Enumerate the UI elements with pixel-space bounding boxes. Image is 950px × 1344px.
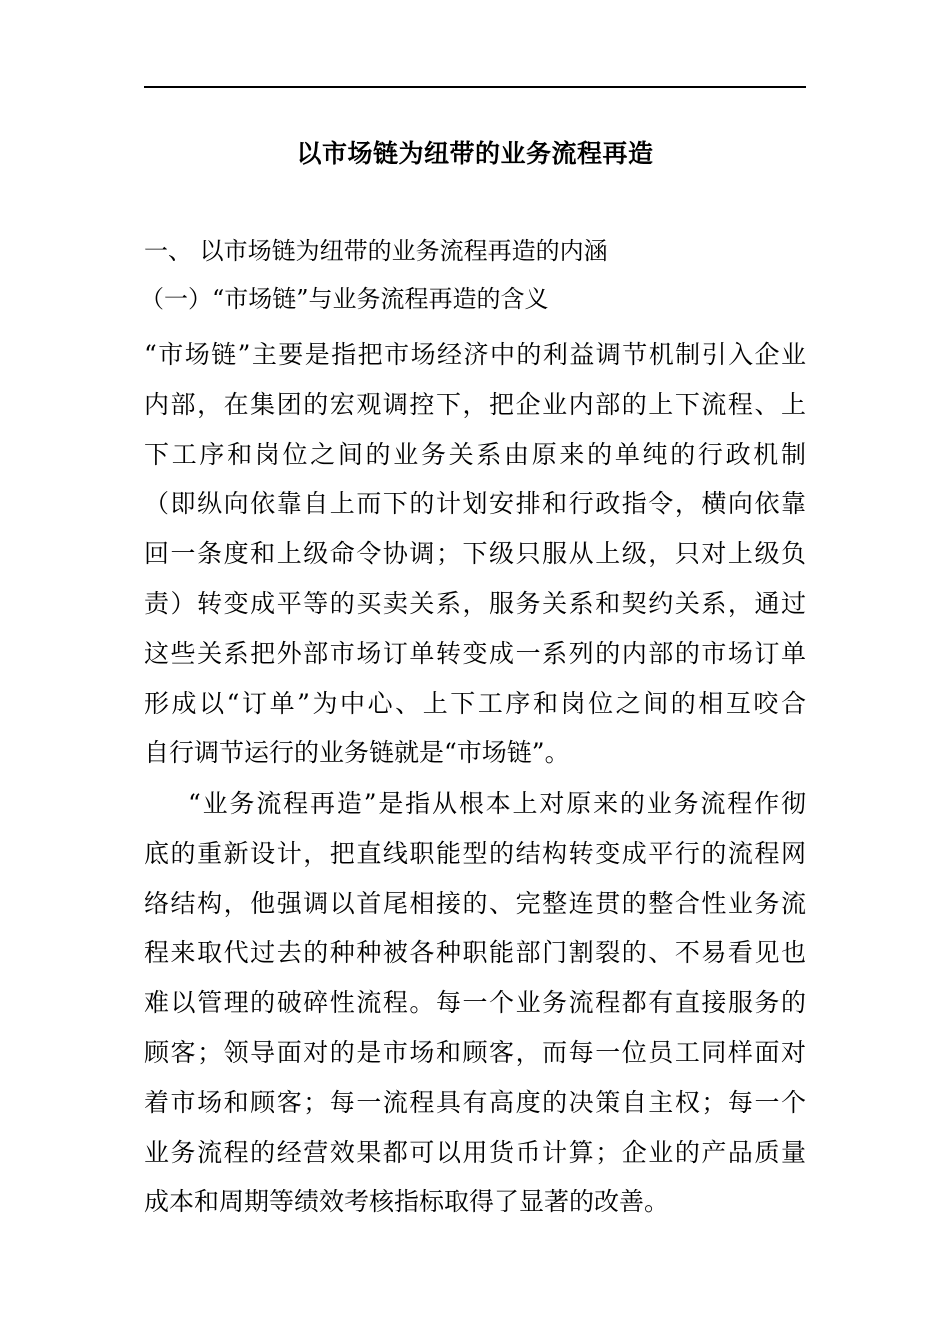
- section-heading: 一、 以市场链为纽带的业务流程再造的内涵: [144, 237, 608, 265]
- paragraph-line: 顾客；领导面对的是市场和顾客，而每一位员工同样面对: [144, 1037, 806, 1067]
- header-rule: [144, 86, 806, 88]
- paragraph-line: 责）转变成平等的买卖关系，服务关系和契约关系，通过: [144, 588, 806, 618]
- paragraph-line: “市场链”主要是指把市场经济中的利益调节机制引入企业: [144, 340, 806, 369]
- paragraph-line: 难以管理的破碎性流程。每一个业务流程都有直接服务的: [144, 988, 806, 1018]
- paragraph-process-reengineering: [144, 779, 806, 1227]
- paragraph-line: 业务流程的经营效果都可以用货币计算；企业的产品质量: [144, 1137, 806, 1167]
- paragraph-line: 这些关系把外部市场订单转变成一系列的内部的市场订单: [144, 638, 806, 668]
- paragraph-line: 成本和周期等绩效考核指标取得了显著的改善。: [144, 1187, 670, 1217]
- paragraph-line: 下工序和岗位之间的业务关系由原来的单纯的行政机制: [144, 439, 806, 469]
- paragraph-line: 内部，在集团的宏观调控下，把企业内部的上下流程、上: [144, 389, 806, 419]
- paragraph-line: 着市场和顾客；每一流程具有高度的决策自主权；每一个: [144, 1087, 806, 1117]
- paragraph-line: 络结构，他强调以首尾相接的、完整连贯的整合性业务流: [144, 888, 806, 918]
- paragraph-line: 形成以“订单”为中心、上下工序和岗位之间的相互咬合: [144, 688, 806, 718]
- document-title: 以市场链为纽带的业务流程再造: [296, 139, 654, 168]
- paragraph-market-chain: [144, 330, 806, 778]
- paragraph-line: 程来取代过去的种种被各种职能部门割裂的、不易看见也: [144, 938, 806, 968]
- sub-heading: （一）“市场链”与业务流程再造的含义: [140, 285, 549, 313]
- paragraph-line: “业务流程再造”是指从根本上对原来的业务流程作彻: [188, 789, 806, 818]
- paragraph-line: 底的重新设计，把直线职能型的结构转变成平行的流程网: [144, 838, 806, 868]
- paragraph-line: （即纵向依靠自上而下的计划安排和行政指令，横向依靠: [144, 489, 806, 519]
- paragraph-line: 自行调节运行的业务链就是“市场链”。: [144, 738, 570, 768]
- paragraph-line: 回一条度和上级命令协调；下级只服从上级，只对上级负: [144, 539, 806, 569]
